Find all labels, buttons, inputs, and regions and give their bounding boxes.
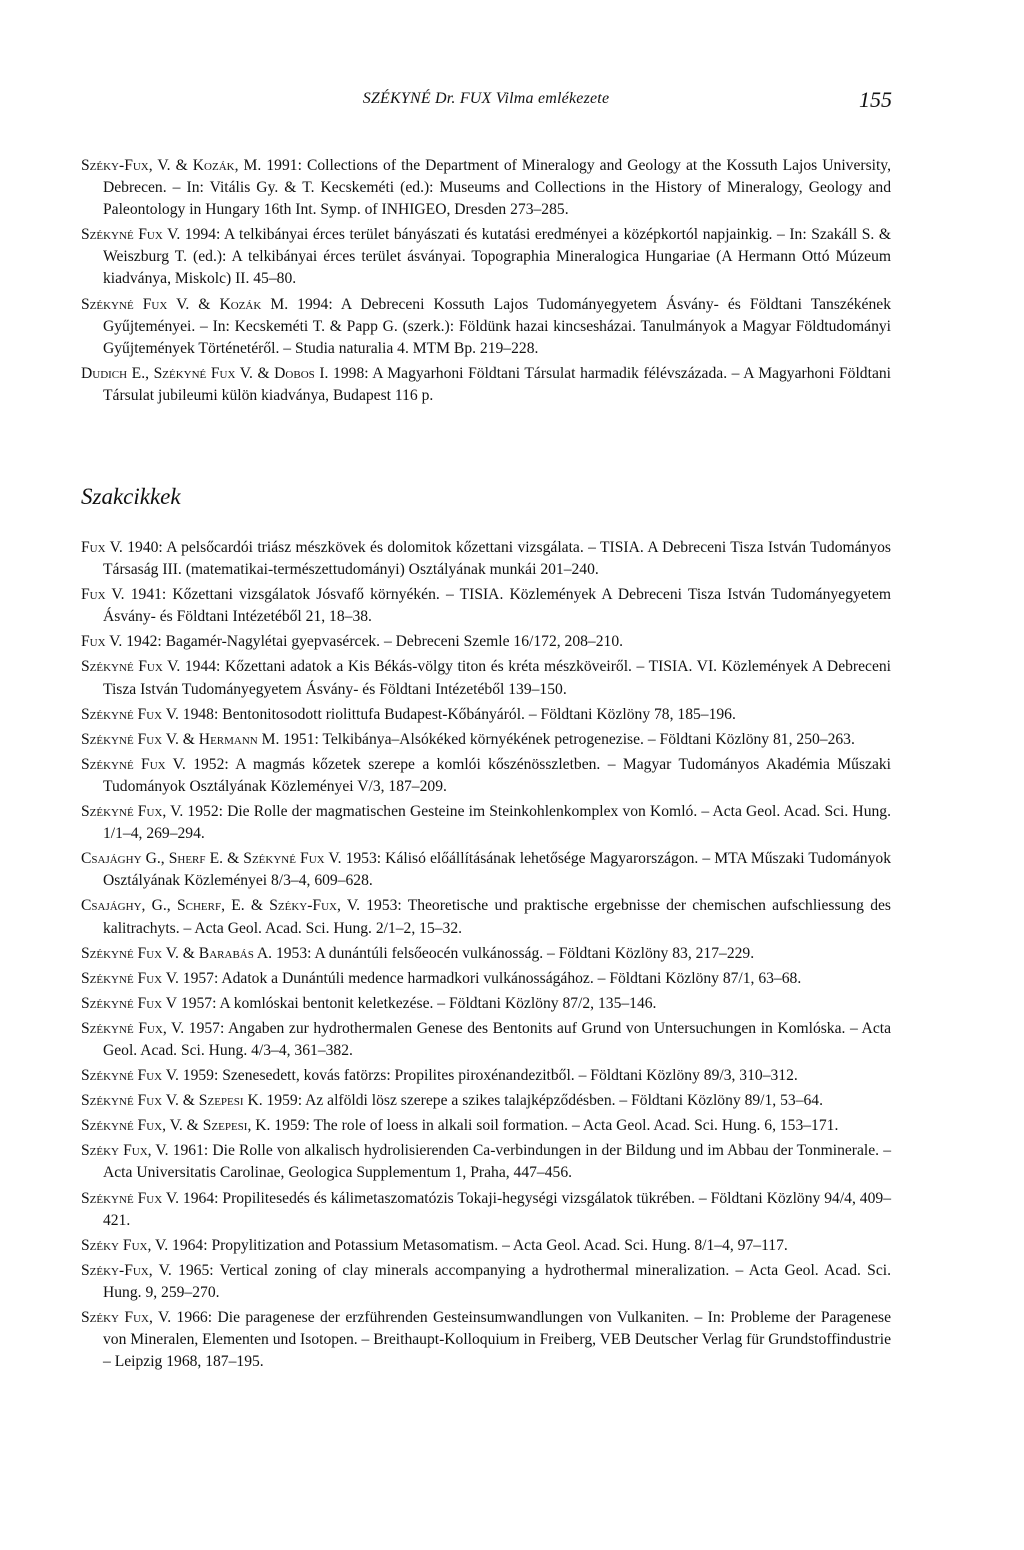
reference-entry	[81, 294, 891, 360]
reference-text: 1944: Kőzettani adatok a Kis Békás-völgy titon és kréta mészköveiről. – TISIA. VI. Közlemények A Debreceni Tisza István Tudományegyetem Ásvány- és Földtani Intézetéből 139–150.	[103, 658, 891, 698]
reference-text: 1953: Theoretische und praktische ergebnisse der chemischen aufschliessung des kalitrachyts. – Acta Geol. Acad. Sci. Hung. 2/1–2, 15–32.	[103, 897, 891, 937]
reference-text: 1953: Kálisó előállításának lehetősége Magyarországon. – MTA Műszaki Tudományok Osztályának Közleményei 8/3–4, 609–628.	[103, 850, 891, 890]
reference-author: Székyné Fux, V.	[81, 803, 184, 821]
reference-entry	[81, 1235, 891, 1257]
reference-author: Székyné Fux V.	[81, 969, 179, 987]
reference-text: 1952: Die Rolle der magmatischen Gesteine im Steinkohlenkomplex von Komló. – Acta Geol. Acad. Sci. Hung. 1/1–4, 269–294.	[103, 803, 891, 843]
reference-text: 1940: A pelsőcardói triász mészkövek és dolomitok kőzettani vizsgálata. – TISIA. A Debreceni Tisza István Tudományos Társaság III. (matematikai-természettudományi) Osztályának munkái 201–240.	[103, 539, 892, 579]
reference-author: Székyné Fux V.	[81, 226, 181, 244]
reference-text: 1959: Az alföldi lösz szerepe a szikes talajképződésben. – Földtani Közlöny 89/1, 53–64.	[262, 1092, 823, 1110]
reference-entry	[81, 1115, 891, 1137]
reference-author: Székyné Fux V.	[81, 1067, 179, 1085]
reference-author: Székyné Fux, V. & Szepesi, K.	[81, 1117, 271, 1135]
reference-entry	[81, 363, 891, 407]
reference-entry	[81, 631, 891, 653]
reference-author: Székyné Fux V. & Kozák M.	[81, 295, 289, 313]
reference-text: 1942: Bagamér-Nagylétai gyepvasércek. – Debreceni Szemle 16/172, 208–210.	[122, 633, 624, 651]
reference-entry	[81, 801, 891, 845]
reference-entry	[81, 848, 891, 892]
reference-entry	[81, 729, 891, 751]
reference-author: Széky Fux, V.	[81, 1142, 169, 1160]
reference-entry	[81, 754, 891, 798]
reference-text: 1957: Adatok a Dunántúli medence harmadkori vulkánosságához. – Földtani Közlöny 87/1, 63–68.	[178, 969, 802, 987]
reference-entry	[81, 1140, 891, 1184]
reference-author: Székyné Fux V.	[81, 705, 179, 723]
reference-entry	[81, 584, 891, 628]
reference-entry	[81, 1018, 891, 1062]
reference-author: Fux V.	[81, 633, 123, 651]
reference-text: 1965: Vertical zoning of clay minerals accompanying a hydrothermal mineralization. – Acta Geol. Acad. Sci. Hung. 9, 259–270.	[103, 1261, 891, 1301]
reference-author: Székyné Fux V. & Barabás A.	[81, 944, 273, 962]
reference-entry	[81, 155, 891, 221]
reference-author: Dudich E., Székyné Fux V. & Dobos I.	[81, 364, 329, 382]
reference-entry	[81, 1307, 891, 1373]
reference-text: 1957: A komlóskai bentonit keletkezése. – Földtani Közlöny 87/2, 135–146.	[177, 994, 657, 1012]
reference-text: 1998: A Magyarhoni Földtani Társulat harmadik félévszázada. – A Magyarhoni Földtani Társulat jubileumi külön kiadványa, Budapest 116 p.	[103, 364, 891, 404]
reference-entry	[81, 1065, 891, 1087]
reference-entry	[81, 704, 891, 726]
reference-author: Székyné Fux, V.	[81, 1019, 185, 1037]
reference-text: 1951: Telkibánya–Alsókéked környékének petrogenezise. – Földtani Közlöny 81, 250–263.	[279, 730, 855, 748]
reference-entry	[81, 993, 891, 1015]
reference-text: 1959: The role of loess in alkali soil formation. – Acta Geol. Acad. Sci. Hung. 6, 153–171.	[270, 1117, 839, 1135]
reference-text: 1991: Collections of the Department of Mineralogy and Geology at the Kossuth Lajos University, Debrecen. – In: Vitális Gy. & T. Kecskeméti (ed.): Museums and Collections in the History of Mineralogy, Geology and Paleontology in Hungary 16th Int. Symp. of INHIGEO, Dresden 273–285.	[103, 157, 891, 219]
section-heading: Szakcikkek	[81, 484, 181, 509]
reference-text: 1964: Propylitization and Potassium Metasomatism. – Acta Geol. Acad. Sci. Hung. 8/1–4, 97–117.	[168, 1236, 788, 1254]
reference-list-bottom	[81, 537, 891, 1373]
reference-text: 1994: A telkibányai érces terület bányászati és kutatási eredményei a középkortól napjainkig. – In: Szakáll S. & Weiszburg T. (ed.): A telkibányai érces terület ásványai. Topographia Mineralogica Hungariae (A Hermann Ottó Múzeum kiadványa, Miskolc) II. 45–80.	[103, 226, 891, 288]
reference-author: Székyné Fux V.	[81, 1189, 179, 1207]
reference-author: Széky Fux, V.	[81, 1309, 172, 1326]
running-header	[80, 87, 892, 116]
reference-author: Székyné Fux V.	[81, 755, 186, 773]
reference-entry	[81, 895, 891, 939]
reference-entry	[81, 1188, 891, 1232]
reference-entry	[81, 968, 891, 990]
reference-text: 1964: Propilitesedés és kálimetaszomatózis Tokaji-hegységi vizsgálatok tükrében. – Földtani Közlöny 94/4, 409–421.	[103, 1189, 891, 1229]
reference-entry	[81, 656, 891, 700]
reference-entry	[81, 537, 891, 581]
reference-author: Székyné Fux V. & Hermann M.	[81, 730, 280, 748]
page-number: 155	[859, 87, 892, 112]
reference-author: Fux V.	[81, 539, 123, 556]
reference-author: Széky-Fux, V.	[81, 1261, 172, 1279]
reference-author: Széky Fux, V.	[81, 1236, 169, 1254]
reference-author: Székyné Fux V. & Szepesi K.	[81, 1092, 263, 1110]
reference-text: 1961: Die Rolle von alkalisch hydrolisierenden Ca-verbindungen in der Bildung und im Abbau der Tonminerale. – Acta Universitatis Carolinae, Geologica Supplementum 1, Praha, 447–456.	[103, 1142, 891, 1182]
reference-text: 1948: Bentonitosodott riolittufa Budapest-Kőbányáról. – Földtani Közlöny 78, 185–196.	[178, 705, 736, 723]
reference-text: 1941: Kőzettani vizsgálatok Jósvafő környékén. – TISIA. Közlemények A Debreceni Tisza István Tudományegyetem Ásvány- és Földtani Intézetéből 21, 18–38.	[103, 586, 892, 626]
reference-author: Csajághy, G., Scherf, E. & Széky-Fux, V.	[81, 897, 360, 915]
reference-text: 1959: Szenesedett, kovás fatörzs: Propilites piroxénandezitből. – Földtani Közlöny 89/3, 310–312.	[178, 1067, 798, 1085]
reference-entry	[81, 224, 891, 290]
reference-author: Széky-Fux, V. & Kozák, M.	[81, 157, 262, 174]
reference-list-top	[81, 155, 891, 407]
running-title: SZÉKYNÉ Dr. FUX Vilma emlékezete	[362, 90, 610, 107]
reference-entry	[81, 943, 891, 965]
reference-entry	[81, 1260, 891, 1304]
reference-text: 1994: A Debreceni Kossuth Lajos Tudományegyetem Ásvány- és Földtani Tanszékének Gyűjteményei. – In: Kecskeméti T. & Papp G. (szerk.): Földünk hazai kincsesházai. Tanulmányok a Magyar Földtudományi Gyűjtemények Történetéről. – Studia naturalia 4. MTM Bp. 219–228.	[103, 295, 891, 357]
reference-author: Székyné Fux V	[81, 994, 177, 1012]
reference-text: 1953: A dunántúli felsőeocén vulkánosság. – Földtani Közlöny 83, 217–229.	[272, 944, 755, 962]
reference-author: Csajághy G., Sherf E. & Székyné Fux V.	[81, 850, 342, 868]
reference-text: 1966: Die paragenese der erzführenden Gesteinsumwandlungen von Vulkaniten. – In: Probleme der Paragenese von Mineralen, Elementen und Isotopen. – Breithaupt-Kolloquium in Freiberg, VEB Deutscher Verlag für Grundstoffindustrie – Leipzig 1968, 187–195.	[103, 1309, 891, 1371]
reference-author: Fux V.	[81, 586, 125, 604]
reference-text: 1957: Angaben zur hydrothermalen Genese des Bentonits auf Grund von Untersuchungen in Komlóska. – Acta Geol. Acad. Sci. Hung. 4/3–4, 361–382.	[103, 1019, 891, 1059]
reference-entry	[81, 1090, 891, 1112]
reference-author: Székyné Fux V.	[81, 658, 181, 676]
reference-text: 1952: A magmás kőzetek szerepe a komlói kőszénösszletben. – Magyar Tudományos Akadémia Műszaki Tudományok Osztályának Közleményei V/3, 187–209.	[103, 755, 891, 795]
